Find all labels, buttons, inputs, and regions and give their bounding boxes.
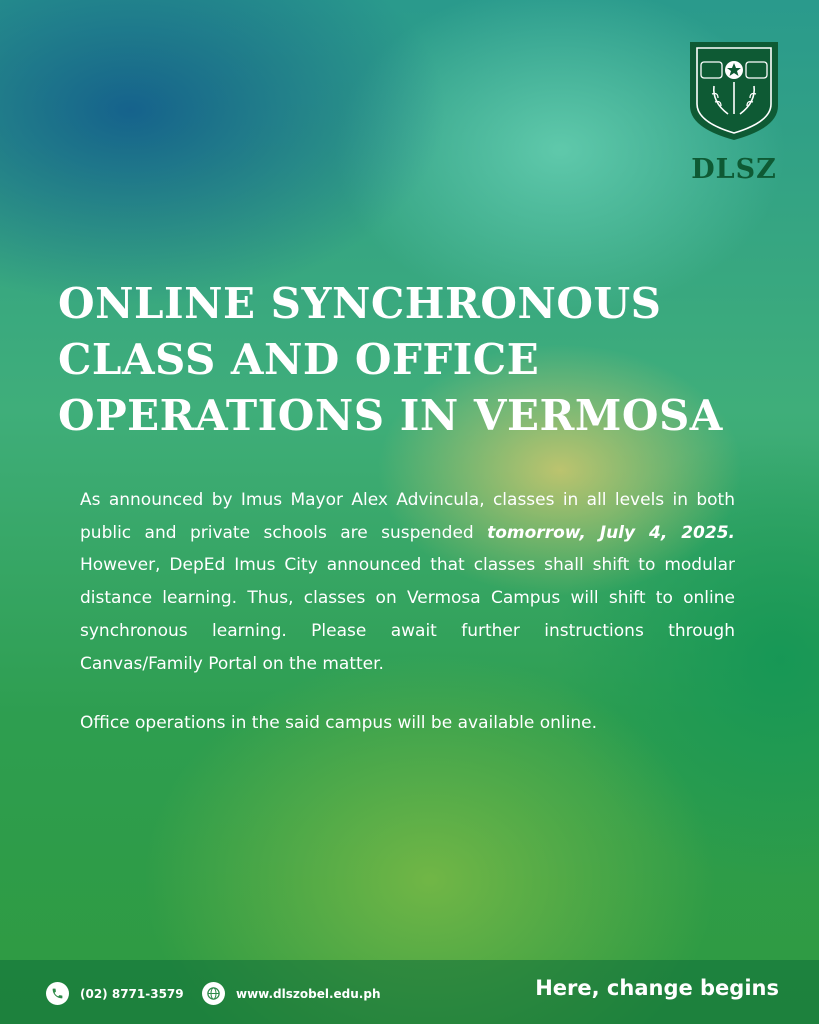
phone-number: (02) 8771-3579 (80, 986, 184, 1001)
title-line-3: OPERATIONS IN VERMOSA (58, 391, 723, 440)
announcement-text-intro: As announced by Imus Mayor Alex Advincula, classes in all levels in both public and private schools are suspended (80, 490, 735, 543)
phone-contact[interactable] (46, 982, 184, 1005)
phone-icon (46, 982, 69, 1005)
school-logo (688, 38, 780, 185)
logo-wordmark: DLSZ (691, 154, 777, 185)
globe-icon (202, 982, 225, 1005)
website-url: www.dlszobel.edu.ph (236, 986, 381, 1001)
tagline: Here, change begins (535, 976, 779, 1000)
page-title (58, 276, 788, 444)
footer-bar (0, 960, 819, 1024)
announcement-text-details: However, DepEd Imus City announced that classes shall shift to modular distance learning. Thus, classes on Vermosa Campus will shift to online synchronous learning. Please await further instructions through Canvas/Family Portal on the matter. (80, 555, 735, 674)
announcement-paragraph (80, 484, 735, 680)
website-contact[interactable] (202, 982, 381, 1005)
title-line-1: ONLINE SYNCHRONOUS (58, 279, 662, 328)
announcement-date: tomorrow, July 4, 2025. (487, 522, 735, 543)
office-operations-note: Office operations in the said campus will be available online. (80, 713, 597, 733)
school-seal-icon (688, 38, 780, 142)
title-line-2: CLASS AND OFFICE (58, 335, 540, 384)
